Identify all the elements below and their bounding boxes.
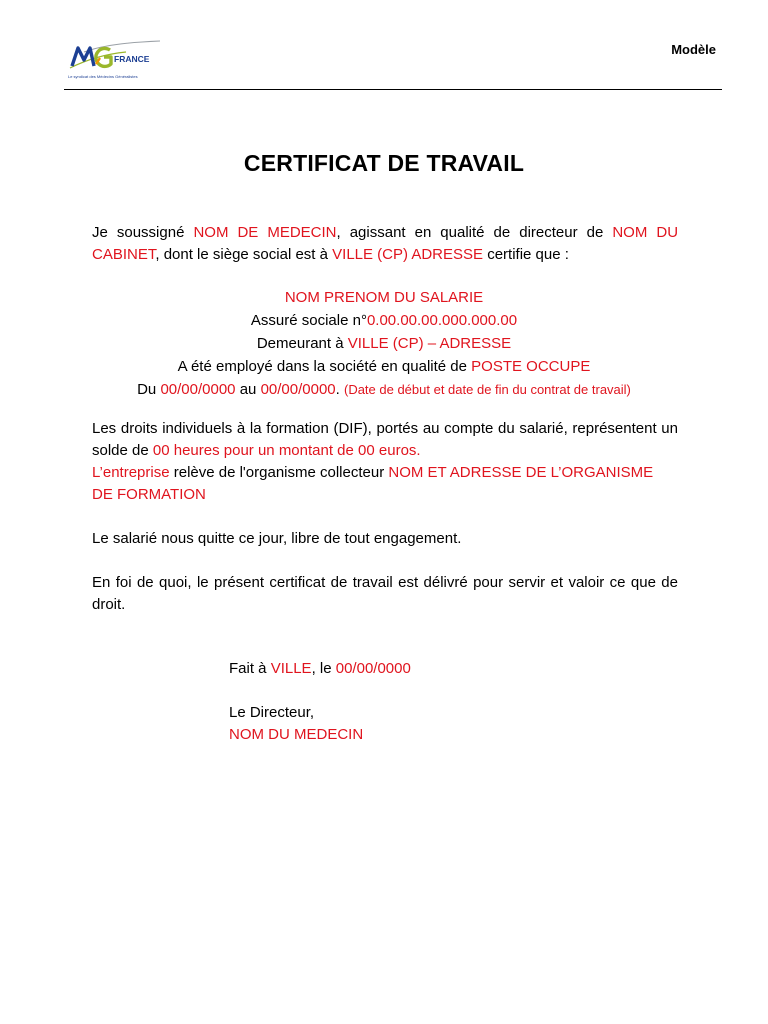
- signature-role: Le Directeur,: [229, 704, 315, 721]
- organism-placeholder: NOM ET ADRESSE DE L’ORGANISME DE FORMATION: [92, 464, 654, 503]
- dif-text: Les droits individuels à la formation (DIF), portés au compte du salarié, représentent un solde de: [92, 420, 678, 459]
- city-address-placeholder: VILLE (CP) ADRESSE: [332, 246, 484, 263]
- residence-label: Demeurant à: [256, 335, 344, 352]
- start-date-placeholder: 00/00/0000: [160, 381, 236, 398]
- logo-tagline: Le syndicat des Médecins Généralistes: [68, 74, 138, 79]
- residence-placeholder: VILLE (CP) – ADRESSE: [347, 335, 512, 352]
- ssn-placeholder: 0.00.00.00.000.000.00: [366, 312, 518, 329]
- employee-info-block: NOM PRENOM DU SALARIE Assuré sociale n°0.00.00.00.000.000.00 Demeurant à VILLE (CP) – ADRESSE A été employé dans la société en qualité de POSTE OCCUPE Du 00/00/0000 au 00/00/0000. (Date de début et date de fin du contrat de travail): [137, 289, 631, 398]
- dif-hours-placeholder: 00 heures pour un montant de 00 euros.: [152, 442, 421, 459]
- logo-text: FRANCE: [114, 54, 150, 64]
- employee-name-placeholder: NOM PRENOM DU SALARIE: [284, 289, 484, 306]
- signature-city-placeholder: VILLE: [270, 660, 312, 677]
- ssn-label: Assuré sociale n°: [250, 312, 367, 329]
- from-label: Du: [137, 381, 157, 398]
- signature-date-placeholder: 00/00/0000: [335, 660, 411, 677]
- fait-label: Fait à: [229, 660, 267, 677]
- doctor-name-placeholder: NOM DE MEDECIN: [193, 224, 337, 241]
- position-label: A été employé dans la société en qualité de: [177, 358, 467, 375]
- signature-block: [229, 702, 689, 746]
- dif-paragraph: [92, 418, 678, 462]
- mgfrance-logo: [66, 38, 162, 82]
- leave-paragraph: Le salarié nous quitte ce jour, libre de tout engagement.: [92, 530, 462, 547]
- end-date-placeholder: 00/00/0000: [260, 381, 336, 398]
- intro-text-3: , dont le siège social est à: [155, 246, 328, 263]
- document-title: CERTIFICAT DE TRAVAIL: [243, 150, 525, 176]
- to-label: au: [239, 381, 257, 398]
- cabinet-name-placeholder: NOM DU CABINET: [92, 224, 679, 263]
- organism-paragraph: [92, 462, 678, 506]
- model-label: Modèle: [671, 42, 716, 57]
- logo-graphic: [66, 38, 162, 82]
- le-label: , le: [311, 660, 332, 677]
- date-note: (Date de début et date de fin du contrat de travail): [343, 382, 631, 397]
- organism-text: relève de l'organisme collecteur: [169, 464, 385, 481]
- position-placeholder: POSTE OCCUPE: [471, 358, 591, 375]
- intro-text-2: , agissant en qualité de directeur de: [336, 224, 604, 241]
- signature-name-placeholder: NOM DU MEDECIN: [229, 726, 364, 743]
- header-divider: [64, 89, 722, 90]
- intro-text-1: Je soussigné: [92, 224, 185, 241]
- closing-paragraph: En foi de quoi, le présent certificat de travail est délivré pour servir et valoir ce que de droit.: [92, 574, 678, 613]
- intro-paragraph: [92, 222, 678, 266]
- signature-place-date: [229, 658, 689, 680]
- intro-text-4: certifie que :: [483, 246, 569, 263]
- entreprise-word: L’entreprise: [92, 464, 170, 481]
